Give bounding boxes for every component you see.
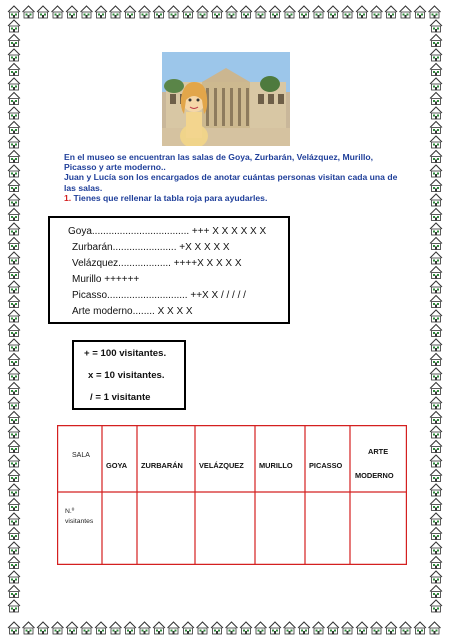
tally-row-murillo: Murillo ++++++	[72, 274, 140, 285]
house-icon	[430, 368, 442, 380]
table-header-murillo: MURILLO	[259, 461, 293, 470]
house-icon	[153, 6, 165, 18]
house-icon	[430, 397, 442, 409]
table-header-goya: GOYA	[106, 461, 128, 470]
table-row-label-line-2: visitantes	[65, 518, 94, 525]
house-icon	[8, 281, 20, 293]
house-icon	[8, 339, 20, 351]
house-icon	[430, 586, 442, 598]
house-icon	[8, 194, 20, 206]
intro-line-2: Juan y Lucía son los encargados de anotar cuántas personas visitan cada una de las salas.	[64, 172, 398, 193]
house-icon	[430, 64, 442, 76]
table-header-picasso: PICASSO	[309, 461, 343, 470]
house-icon	[400, 6, 412, 18]
house-icon	[385, 6, 397, 18]
house-icon	[371, 6, 383, 18]
house-icon	[430, 180, 442, 192]
house-icon	[8, 528, 20, 540]
house-icon	[124, 6, 136, 18]
house-icon	[284, 6, 296, 18]
house-icon	[8, 20, 20, 32]
house-icon	[298, 622, 310, 634]
house-icon	[8, 267, 20, 279]
house-icon	[298, 6, 310, 18]
legend-plus: + = 100 visitantes.	[84, 348, 167, 359]
house-icon	[313, 6, 325, 18]
house-icon	[255, 622, 267, 634]
house-icon	[8, 484, 20, 496]
house-icon	[8, 354, 20, 366]
house-icon	[8, 499, 20, 511]
house-icon	[23, 6, 35, 18]
task-instruction	[64, 193, 404, 203]
table-row-label	[65, 507, 93, 527]
legend-box	[72, 340, 186, 410]
house-icon	[8, 586, 20, 598]
house-icon	[124, 622, 136, 634]
tally-box	[48, 216, 290, 324]
house-icon	[8, 383, 20, 395]
house-icon	[52, 622, 64, 634]
house-icon	[110, 6, 122, 18]
house-icon	[430, 49, 442, 61]
house-icon	[66, 622, 78, 634]
tally-row-zurbaran: Zurbarán....................... +X X X X X	[72, 242, 230, 253]
intro-text	[64, 152, 404, 203]
house-icon	[269, 622, 281, 634]
house-icon	[430, 122, 442, 134]
house-icon	[8, 325, 20, 337]
house-icon	[430, 20, 442, 32]
house-icon	[371, 622, 383, 634]
house-icon	[430, 441, 442, 453]
house-icon	[8, 571, 20, 583]
house-icon	[81, 6, 93, 18]
table-header-zurbaran: ZURBARÁN	[141, 461, 183, 470]
house-icon	[8, 296, 20, 308]
house-icon	[8, 412, 20, 424]
house-icon	[313, 622, 325, 634]
house-icon	[226, 6, 238, 18]
house-icon	[8, 455, 20, 467]
house-icon	[8, 557, 20, 569]
house-icon	[414, 6, 426, 18]
house-icon	[430, 209, 442, 221]
legend-x: x = 10 visitantes.	[88, 370, 165, 381]
house-icon	[430, 252, 442, 264]
house-icon	[110, 622, 122, 634]
table-sala-label: SALA	[72, 452, 90, 459]
house-icon	[37, 622, 49, 634]
house-icon	[430, 412, 442, 424]
house-icon	[255, 6, 267, 18]
house-icon	[23, 622, 35, 634]
house-icon	[95, 6, 107, 18]
house-icon	[8, 64, 20, 76]
house-icon	[226, 622, 238, 634]
house-icon	[356, 622, 368, 634]
house-icon	[8, 136, 20, 148]
house-icon	[430, 93, 442, 105]
house-icon	[81, 622, 93, 634]
tally-row-arte-moderno: Arte moderno........ X X X X	[72, 306, 193, 317]
house-icon	[430, 35, 442, 47]
house-icon	[430, 542, 442, 554]
house-icon	[327, 6, 339, 18]
house-icon	[8, 180, 20, 192]
house-icon	[8, 470, 20, 482]
house-icon	[430, 136, 442, 148]
house-icon	[197, 622, 209, 634]
house-icon	[8, 35, 20, 47]
house-icon	[139, 622, 151, 634]
house-icon	[429, 6, 441, 18]
table-header-moderno: MODERNO	[355, 471, 394, 480]
house-icon	[8, 49, 20, 61]
house-icon	[182, 622, 194, 634]
house-icon	[197, 6, 209, 18]
house-icon	[168, 622, 180, 634]
intro-line-1: En el museo se encuentran las salas de Goya, Zurbarán, Velázquez, Murillo, Picasso y arte moderno..	[64, 152, 374, 173]
house-icon	[211, 622, 223, 634]
house-icon	[8, 542, 20, 554]
house-icon	[8, 223, 20, 235]
house-icon	[8, 122, 20, 134]
house-icon	[8, 238, 20, 250]
house-icon	[430, 310, 442, 322]
tally-row-picasso: Picasso............................. ++X X / / / / /	[72, 290, 246, 301]
house-icon	[8, 209, 20, 221]
house-icon	[430, 281, 442, 293]
house-icon	[8, 600, 20, 612]
house-icon	[8, 151, 20, 163]
house-icon	[240, 6, 252, 18]
house-icon	[430, 600, 442, 612]
house-icon	[8, 397, 20, 409]
house-icon	[240, 622, 252, 634]
house-icon	[430, 296, 442, 308]
house-icon	[66, 6, 78, 18]
house-icon	[342, 6, 354, 18]
house-icon	[342, 622, 354, 634]
house-icon	[430, 325, 442, 337]
house-icon	[430, 383, 442, 395]
house-icon	[430, 165, 442, 177]
house-icon	[284, 622, 296, 634]
house-icon	[430, 339, 442, 351]
house-icon	[8, 6, 20, 18]
house-icon	[430, 426, 442, 438]
tally-row-velazquez: Velázquez................... ++++X X X X X	[72, 258, 242, 269]
house-icon	[153, 622, 165, 634]
house-icon	[430, 238, 442, 250]
house-icon	[8, 441, 20, 453]
visitors-table-grid	[57, 425, 407, 565]
house-icon	[429, 622, 441, 634]
house-icon	[430, 354, 442, 366]
house-icon	[139, 6, 151, 18]
task-text: Tienes que rellenar la tabla roja para ayudarles.	[71, 192, 268, 203]
house-icon	[400, 622, 412, 634]
house-icon	[52, 6, 64, 18]
house-icon	[414, 622, 426, 634]
house-icon	[430, 107, 442, 119]
table-header-arte: ARTE	[368, 447, 389, 456]
house-icon	[430, 513, 442, 525]
house-icon	[8, 310, 20, 322]
house-icon	[8, 368, 20, 380]
house-icon	[8, 165, 20, 177]
house-icon	[8, 93, 20, 105]
task-number: 1.	[64, 192, 72, 203]
table-row-label-line-1: N.º	[65, 508, 75, 515]
house-icon	[8, 78, 20, 90]
house-icon	[430, 151, 442, 163]
house-icon	[269, 6, 281, 18]
house-icon	[168, 6, 180, 18]
tally-row-goya: Goya................................... +++ X X X X X X	[68, 226, 267, 237]
house-icon	[430, 557, 442, 569]
house-icon	[430, 571, 442, 583]
house-icon	[8, 622, 20, 634]
house-icon	[430, 455, 442, 467]
house-icon	[8, 513, 20, 525]
house-icon	[8, 426, 20, 438]
museum-photo	[162, 52, 290, 146]
house-icon	[430, 528, 442, 540]
house-icon	[430, 194, 442, 206]
legend-slash: / = 1 visitante	[90, 392, 151, 403]
house-icon	[327, 622, 339, 634]
house-icon	[430, 470, 442, 482]
house-icon	[211, 6, 223, 18]
house-icon	[430, 499, 442, 511]
house-icon	[8, 252, 20, 264]
house-icon	[356, 6, 368, 18]
house-icon	[430, 484, 442, 496]
house-icon	[430, 78, 442, 90]
house-icon	[182, 6, 194, 18]
table-header-velazquez: VELÁZQUEZ	[199, 461, 244, 470]
house-icon	[430, 223, 442, 235]
house-icon	[430, 267, 442, 279]
house-icon	[37, 6, 49, 18]
house-icon	[95, 622, 107, 634]
house-icon	[385, 622, 397, 634]
house-icon	[8, 107, 20, 119]
